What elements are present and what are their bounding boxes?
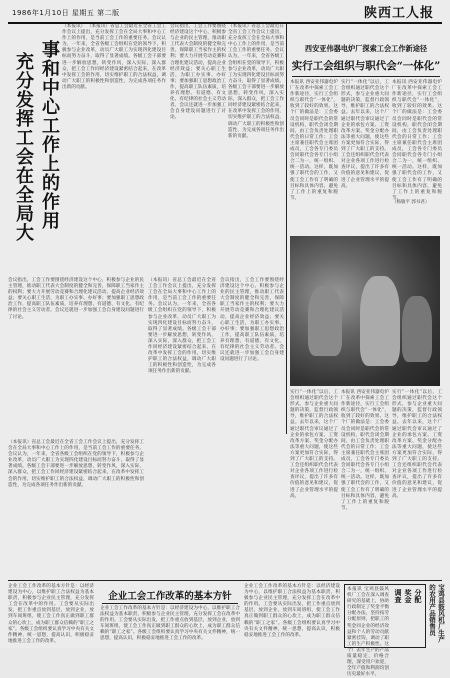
page-header [8,2,442,24]
divider-horizontal [8,580,442,581]
author-note: （本报讯） [62,24,86,29]
lower-title: 企业工会工作改革的基本方针 [108,591,232,602]
right-box-heading-a: 调查 [394,589,403,603]
right-box-text: 本报讯 宝鸡县鼓风机厂工会在深入调查研究的基础上，协助行政制定了奖金平衡分配办法，坚持按劳分配原则，把职工的奖金同企业的经济效益和个人的劳动贡献紧密挂钩，调动了职工的生产积极性。这个厂去年生产的产品质量稳定，价格合理，深受用户欢迎，全年产值和利润均创历史最好水平。 [347,587,389,678]
divider-vertical [286,24,287,434]
feature-byline: （杨敏平 郭书君） [392,200,430,205]
side-ad-text: 宝鸡县鼓风机厂生产的农用产品销售员 [428,584,445,643]
photo-figure-3 [402,296,432,362]
masthead: 陕西工人报 [363,6,434,21]
right-box-heading-c: 分配 [414,589,423,603]
right-news-box [344,584,426,678]
lead-text-top-body: （本报讯）省总工会最近在全省工会工作会议上提出，充分发挥工会在全局大事和中心工作上的作用，是当前工会工作的重要任务。会议认为，一年来，全省各级工会组织在党的领导下，积极参与企业改革，动员广大职工为实现四化建设目标而努力奋斗，取得了显著成绩。各级工会干部要进一步解放思想，转变作风，深入实际，深入群众，把工会工作同经济建设紧密结合起来，在改革中发挥工会的作用，切实维护职工的合法权益，调动广大职工的积极性和创造性，为完成各项任务作出新的贡献。 [62,24,166,90]
photo-figure-2 [360,276,400,366]
right-box-heading-b: 奖金 [404,589,413,603]
feature-col-lower-2: 本报讯 西安亚伟器电炉厂在改革中探索工会工作新途径，实行工会组织与职代会“一体化”，收到了较好的效果。这个厂的做法是：工会委员会同时是职代会的常设机构，职代会闭会期间，由工会负责处理职代会的日常工作；工会主席兼任职代会主席团成员，工会各专门委员会同职代会各专门小组合二为一，统一组织、统一活动。这样，既加强了职代会的工作，又使工会工作有了明确的目标和具体内容，避免了工作上的重复和脱节。 [341,390,389,511]
lead-text-top-3: （本报讯）省总工会最近在全省工会工作会议上提出，充分发挥工会在全局大事和中心工作上的作用，是当前工会工作的重要任务。会议认为，一年来，全省各级工会组织在党的领导下，积极参与企业改革，动员广大职工为实现四化建设目标而努力奋斗，取得了显著成绩。各级工会干部要进一步解放思想，转变作风，深入实际，深入群众，把工会工作同经济建设紧密结合起来，在改革中发挥工会的作用，切实维护职工的合法权益，调动广大职工的积极性和创造性，为完成各项任务作出新的贡献。 [228,24,284,139]
lead-title-line1: 充分发挥工会在全局大 [13,52,34,242]
feature-col-lower-1: 实行“一体化”以后，工会组织通过职代会这个形式，参与企业重大问题的决策，监督行政领导，维护职工的合法权益。去年以来，这个厂通过职代会审议通过了企业的承包方案、工资改革方案、奖金分配办法等重大问题，使这些方案更加符合实际，得到了广大职工的支持。工会还组织职代会代表对企业各项工作进行检查评议，提出了许多有价值的意见和建议，促进了企业管理水平的提高。 [290,390,338,499]
lower-col-mid: 企业工会工作改革的基本方针是：以经济建设为中心，以维护职工合法权益为基本职责，积极参与企业民主管理，充分发挥工会在改革中的作用。工会要从实际出发，把工作重点放到基层，放到企业，放到车间班组，使工会工作真正做到职工群众的心坎上，成为职工群众信赖的“职工之家”。各级工会组织要认真学习中央有关文件精神，统一思想，提高认识，积极稳妥地推进工会工作的改革。 [100,606,240,642]
feature-col-1: 本报讯 西安亚伟器电炉厂在改革中探索工会工作新途径，实行工会组织与职代会“一体化”，收到了较好的效果。这个厂的做法是：工会委员会同时是职代会的常设机构，职代会闭会期间，由工会负责处理职代会的日常工作；工会主席兼任职代会主席团成员，工会各专门委员会同职代会各专门小组合二为一，统一组织、统一活动。这样，既加强了职代会的工作，又使工会工作有了明确的目标和具体内容，避免了工作上的重复和脱节。 [290,80,338,201]
lead-text-top [62,24,166,274]
feature-kicker: 西安亚伟器电炉厂探索工会工作新途径 [304,44,428,53]
photo-figure-1 [308,286,342,356]
feature-title: 实行工会组织与职代会“一体化” [291,60,441,72]
lower-col-left: 企业工会工作改革的基本方针是：以经济建设为中心，以维护职工合法权益为基本职责，积极参与企业民主管理，充分发挥工会在改革中的作用。工会要从实际出发，把工作重点放到基层，放到企业，放到车间班组，使工会工作真正做到职工群众的心坎上，成为职工群众信赖的“职工之家”。各级工会组织要认真学习中央有关文件精神，统一思想，提高认识，积极稳妥地推进工会工作的改革。 [8,584,94,644]
lead-text-mid-b: 会议指出，工会工作要围绕经济建设这个中心，积极参与企业的民主管理，推动职工代表大会制度的健全和完善，保障职工当家作主的权利；要大力开展劳动竞赛和合理化建议活动，提高企业经济效益；要关心职工生活，为职工办实事、办好事；要加强职工思想政治工作，提高职工队伍素质，培养有理想、有道德、有文化、有纪律的社会主义劳动者。会议还就进一步加强工会自身建设问题进行了讨论。 [220,278,284,363]
feature-col-lower-3: 实行“一体化”以后，工会组织通过职代会这个形式，参与企业重大问题的决策，监督行政领导，维护职工的合法权益。去年以来，这个厂通过职代会审议通过了企业的承包方案、工资改革方案、奖金分配办法等重大问题，使这些方案更加符合实际，得到了广大职工的支持。工会还组织职代会代表对企业各项工作进行检查评议，提出了许多有价值的意见和建议，促进了企业管理水平的提高。 [392,390,442,499]
lower-title-rule [102,603,238,604]
lead-title-line2: 事和中心工作上的作用 [39,40,60,230]
lead-text-top-2: 会议指出，工会工作要围绕经济建设这个中心，积极参与企业的民主管理，推动职工代表大会制度的健全和完善，保障职工当家作主的权利；要大力开展劳动竞赛和合理化建议活动，提高企业经济效益；要关心职工生活，为职工办实事、办好事；要加强职工思想政治工作，提高职工队伍素质，培养有理想、有道德、有文化、有纪律的社会主义劳动者。会议还就进一步加强工会自身建设问题进行了讨论。 [170,24,226,121]
issue-date: 1986年1月10日 星期五 第二版 [12,9,120,17]
lead-text-lower-2: （本报讯）省总工会最近在全省工会工作会议上提出，充分发挥工会在全局大事和中心工作上的作用，是当前工会工作的重要任务。会议认为，一年来，全省各级工会组织在党的领导下，积极参与企业改革，动员广大职工为实现四化建设目标而努力奋斗，取得了显著成绩。各级工会干部要进一步解放思想，转变作风，深入实际，深入群众，把工会工作同经济建设紧密结合起来，在改革中发挥工会的作用，切实维护职工的合法权益，调动广大职工的积极性和创造性，为完成各项任务作出新的贡献。 [8,440,144,488]
news-photo [290,236,440,386]
feature-col-2: 实行“一体化”以后，工会组织通过职代会这个形式，参与企业重大问题的决策，监督行政领导，维护职工的合法权益。去年以来，这个厂通过职代会审议通过了企业的承包方案、工资改革方案、奖金分配办法等重大问题，使这些方案更加符合实际，得到了广大职工的支持。工会还组织职代会代表对企业各项工作进行检查评议，提出了许多有价值的意见和建议，促进了企业管理水平的提高。 [341,80,389,189]
feature-rule [292,76,440,77]
lead-text-lower: 会议指出，工会工作要围绕经济建设这个中心，积极参与企业的民主管理，推动职工代表大会制度的健全和完善，保障职工当家作主的权利；要大力开展劳动竞赛和合理化建议活动，提高企业经济效益；要关心职工生活，为职工办实事、办好事；要加强职工思想政治工作，提高职工队伍素质，培养有理想、有道德、有文化、有纪律的社会主义劳动者。会议还就进一步加强工会自身建设问题进行了讨论。 [8,278,144,320]
feature-col-3: 本报讯 西安亚伟器电炉厂在改革中探索工会工作新途径，实行工会组织与职代会“一体化”，收到了较好的效果。这个厂的做法是：工会委员会同时是职代会的常设机构，职代会闭会期间，由工会负责处理职代会的日常工作；工会主席兼任职代会主席团成员，工会各专门委员会同职代会各专门小组合二为一，统一组织、统一活动。这样，既加强了职代会的工作，又使工会工作有了明确的目标和具体内容，避免了工作上的重复和脱节。 [392,80,442,201]
lower-col-right: 企业工会工作改革的基本方针是：以经济建设为中心，以维护职工合法权益为基本职责，积极参与企业民主管理，充分发挥工会在改革中的作用。工会要从实际出发，把工作重点放到基层，放到企业，放到车间班组，使工会工作真正做到职工群众的心坎上，成为职工群众信赖的“职工之家”。各级工会组织要认真学习中央有关文件精神，统一思想，提高认识，积极稳妥地推进工会工作的改革。 [244,584,340,638]
lead-text-mid-a: （本报讯）省总工会最近在全省工会工作会议上提出，充分发挥工会在全局大事和中心工作上的作用，是当前工会工作的重要任务。会议认为，一年来，全省各级工会组织在党的领导下，积极参与企业改革，动员广大职工为实现四化建设目标而努力奋斗，取得了显著成绩。各级工会干部要进一步解放思想，转变作风，深入实际，深入群众，把工会工作同经济建设紧密结合起来，在改革中发挥工会的作用，切实维护职工的合法权益，调动广大职工的积极性和创造性，为完成各项任务作出新的贡献。 [148,278,216,375]
